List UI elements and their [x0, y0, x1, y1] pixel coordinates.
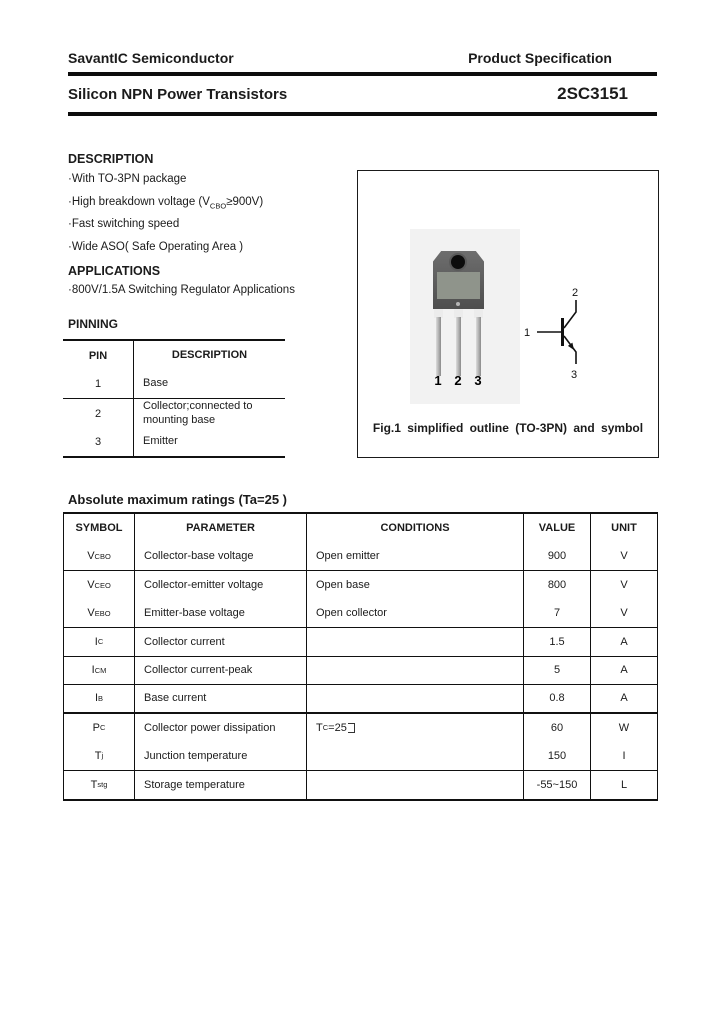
product-title: Silicon NPN Power Transistors [68, 86, 288, 103]
table-row: 1 Base [63, 370, 285, 399]
table-row: T stg Storage temperature -55~150 L [63, 771, 658, 800]
table-row: V EBO Emitter-base voltage Open collector 7 V [63, 600, 658, 629]
doc-type: Product Specification [468, 50, 612, 66]
figure-caption: Fig.1 simplified outline (TO-3PN) and symbol [372, 421, 644, 435]
applications-item: ·800V/1.5A Switching Regulator Applications [68, 284, 295, 296]
description-item: ·With TO-3PN package [68, 173, 187, 185]
ratings-table [63, 512, 658, 801]
table-row: I C Collector current 1.5 A [63, 628, 658, 657]
package-leg [456, 317, 461, 376]
symbol-base-label: 1 [524, 327, 531, 339]
description-item: ·Fast switching speed [68, 218, 180, 230]
description-item: ·High breakdown voltage $(V_{CBO}\ge 900V)$ [68, 195, 264, 210]
pinning-col-pin: PIN [63, 341, 134, 370]
pinning-col-description: DESCRIPTION [171, 348, 248, 361]
unit-garbled: I [591, 742, 658, 770]
applications-heading: APPLICATIONS [68, 264, 161, 278]
package-pin-label-1: 1 [434, 373, 442, 388]
header-rule-top [68, 72, 657, 76]
table-row: 2 Collector;connected to mounting base [63, 399, 285, 428]
ratings-header-row: SYMBOL PARAMETER CONDITIONS VALUE UNIT [63, 514, 658, 543]
figure-box [357, 170, 659, 458]
table-row: T j Junction temperature 150 I [63, 742, 658, 771]
package-dot [456, 302, 460, 306]
company-name: SavantIC Semiconductor [68, 50, 234, 66]
applications-list [68, 284, 295, 296]
package-leg [476, 317, 481, 376]
package-label-area [437, 272, 480, 299]
package-mounting-hole [451, 255, 465, 269]
table-row: V CEO Collector-emitter voltage Open base 800 V [63, 571, 658, 600]
part-number: 2SC3151 [557, 84, 628, 103]
table-row: I B Base current 0.8 A [63, 685, 658, 714]
package-pin-label-3: 3 [474, 373, 482, 388]
unit-garbled: L [591, 771, 658, 800]
table-row: 3 Emitter [63, 428, 285, 456]
package-pin-label-2: 2 [454, 373, 462, 388]
table-row: V CBO Collector-base voltage Open emitter 900 V [63, 543, 658, 572]
table-row: P C Collector power dissipation T C =25 60 W [63, 714, 658, 743]
ratings-title: Absolute maximum ratings (Ta=25 ) [68, 492, 288, 507]
symbol-emitter-label: 3 [571, 369, 578, 381]
description-list [68, 170, 263, 260]
description-heading: DESCRIPTION [68, 152, 154, 166]
pinning-heading: PINNING [68, 317, 119, 331]
header-rule-bottom [68, 112, 657, 116]
description-item: ·Wide ASO( Safe Operating Area ) [68, 240, 244, 253]
npn-transistor-symbol [516, 283, 611, 383]
table-row: I CM Collector current-peak 5 A [63, 657, 658, 686]
pinning-table [63, 339, 285, 458]
pinning-header-row [63, 341, 285, 370]
package-leg [436, 317, 441, 376]
garbled-degree-glyph [348, 723, 355, 733]
symbol-collector-label: 2 [572, 287, 579, 299]
